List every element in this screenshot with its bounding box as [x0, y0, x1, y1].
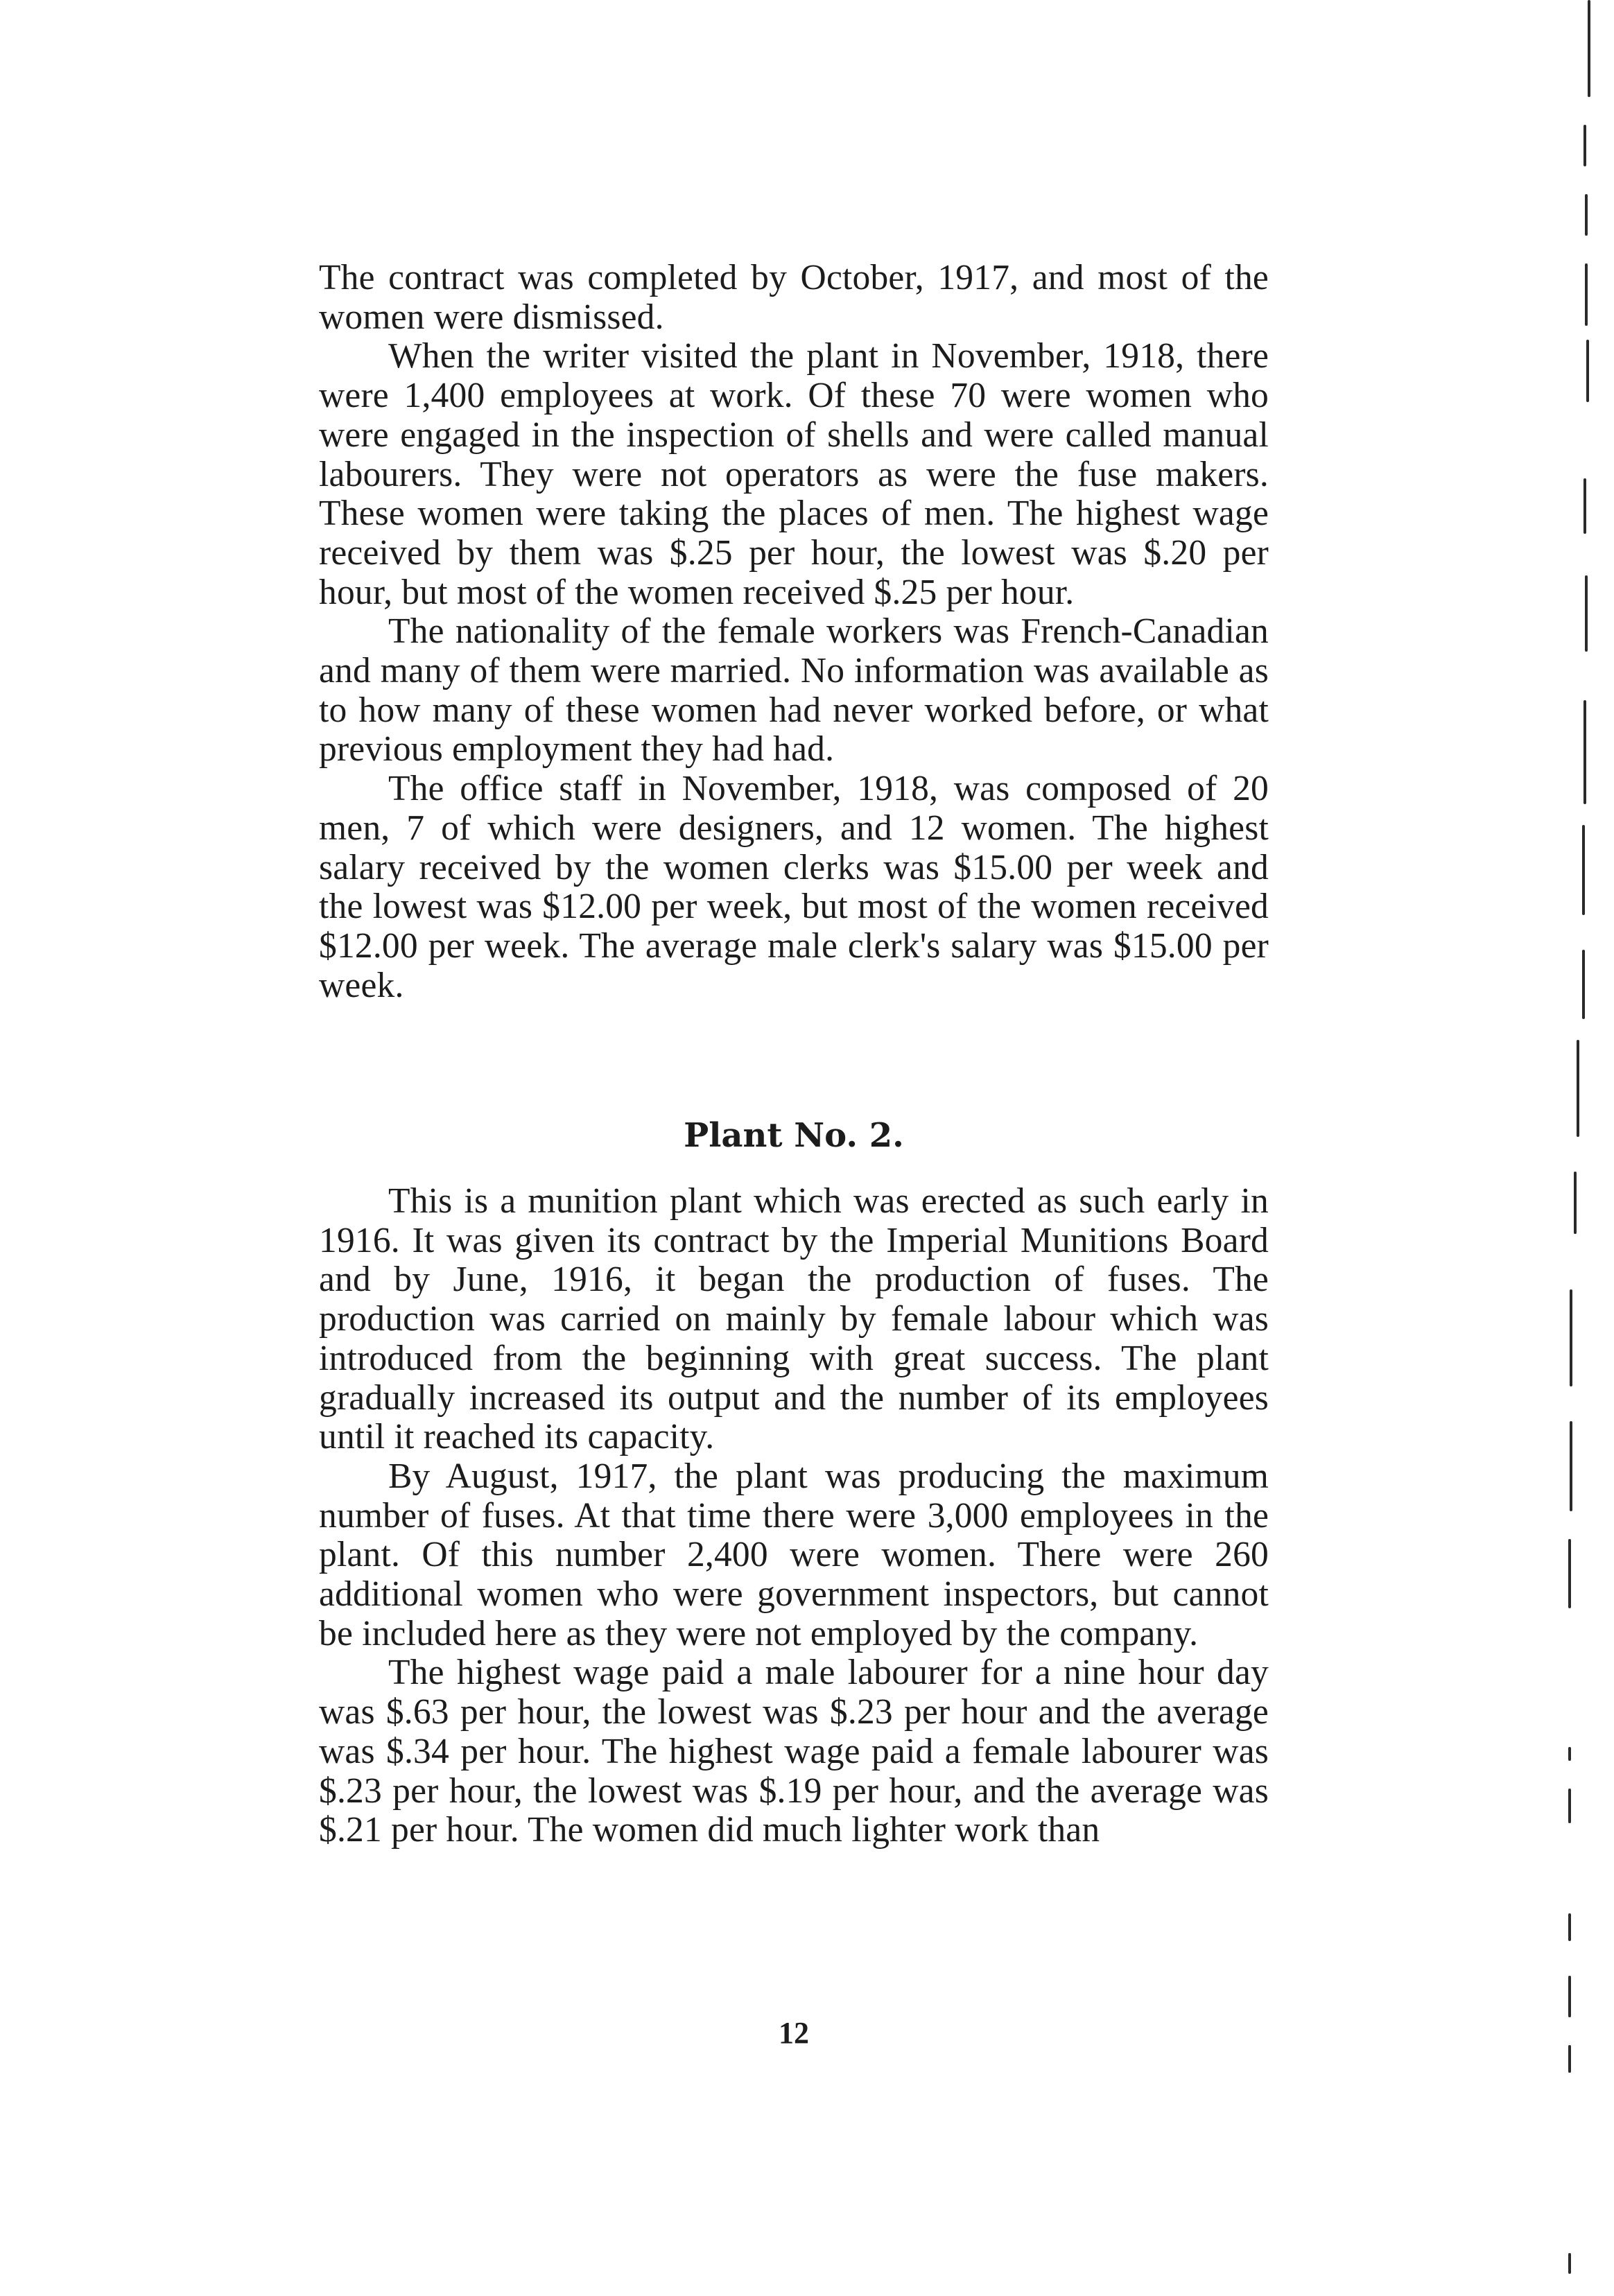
- scan-edge-mark: [1568, 2045, 1571, 2073]
- scan-edge-mark: [1582, 825, 1585, 915]
- paragraph: This is a munition plant which was erected as such early in 1916. It was given its contract by the Imperial Munitions Board and by June, 1916, it began the production of fuses. The production was carried on mainly by female labour which was introduced from the beginning with great success. The plant gradually increased its output and the number of its employees until it reached its capacity.: [319, 1181, 1269, 1457]
- scan-edge-mark: [1588, 0, 1590, 97]
- paragraph: By August, 1917, the plant was producing the maximum number of fuses. At that time there were 3,000 employees in the plant. Of this number 2,400 were women. There were 260 additional women who were government inspectors, but cannot be included here as they were not employed by the company.: [319, 1456, 1269, 1653]
- scan-edge-mark: [1568, 1539, 1571, 1608]
- paragraph: The office staff in November, 1918, was composed of 20 men, 7 of which were designers, and 12 women. The highest salary received by the women clerks was $15.00 per week and the lowest was $12.00 per week, but most of the women received $12.00 per week. The average male clerk's salary was $15.00 per week.: [319, 769, 1269, 1005]
- section-heading: Plant No. 2.: [684, 1116, 904, 1155]
- scan-edge-mark: [1568, 1747, 1571, 1761]
- paragraph: When the writer visited the plant in November, 1918, there were 1,400 employees at work. Of these 70 were women who were engaged in the inspection of shells and were called manual labourers. They were not operators as were the fuse makers. These women were taking the places of men. The highest wage received by them was $.25 per hour, the lowest was $.20 per hour, but most of the women received $.25 per hour.: [319, 336, 1269, 612]
- page-number: 12: [779, 2016, 809, 2050]
- scan-edge-mark: [1585, 575, 1588, 652]
- scan-edge-mark: [1568, 1976, 1571, 2017]
- scan-edge-mark: [1582, 950, 1585, 1019]
- scan-edge-mark: [1574, 1172, 1577, 1234]
- bottom-text-block: [319, 1182, 1269, 1850]
- scan-edge-mark: [1568, 1789, 1571, 1823]
- top-text-block: [319, 259, 1269, 1005]
- scan-edge-mark: [1570, 1289, 1572, 1386]
- scan-edge-mark: [1585, 263, 1588, 326]
- scan-edge-mark: [1586, 340, 1589, 402]
- scan-edge-mark: [1568, 1913, 1571, 1941]
- paragraph: The contract was completed by October, 1917, and most of the women were dismissed.: [319, 258, 1269, 337]
- scan-edge-mark: [1568, 2253, 1571, 2274]
- scan-edge-mark: [1583, 125, 1586, 166]
- scan-edge-mark: [1583, 700, 1586, 804]
- scan-edge-mark: [1585, 194, 1588, 236]
- scan-edge-mark: [1577, 1040, 1579, 1137]
- scan-edge-mark: [1570, 1421, 1572, 1511]
- scan-edge-mark: [1583, 478, 1586, 534]
- paragraph: The nationality of the female workers was French-Canadian and many of them were married. No information was available as to how many of these women had never worked before, or what previous employment they had had.: [319, 611, 1269, 769]
- paragraph: The highest wage paid a male labourer for a nine hour day was $.63 per hour, the lowest was $.23 per hour and the average was $.34 per hour. The highest wage paid a female labourer was $.23 per hour, the lowest was $.19 per hour, and the average was $.21 per hour. The women did much lighter work than: [319, 1653, 1269, 1850]
